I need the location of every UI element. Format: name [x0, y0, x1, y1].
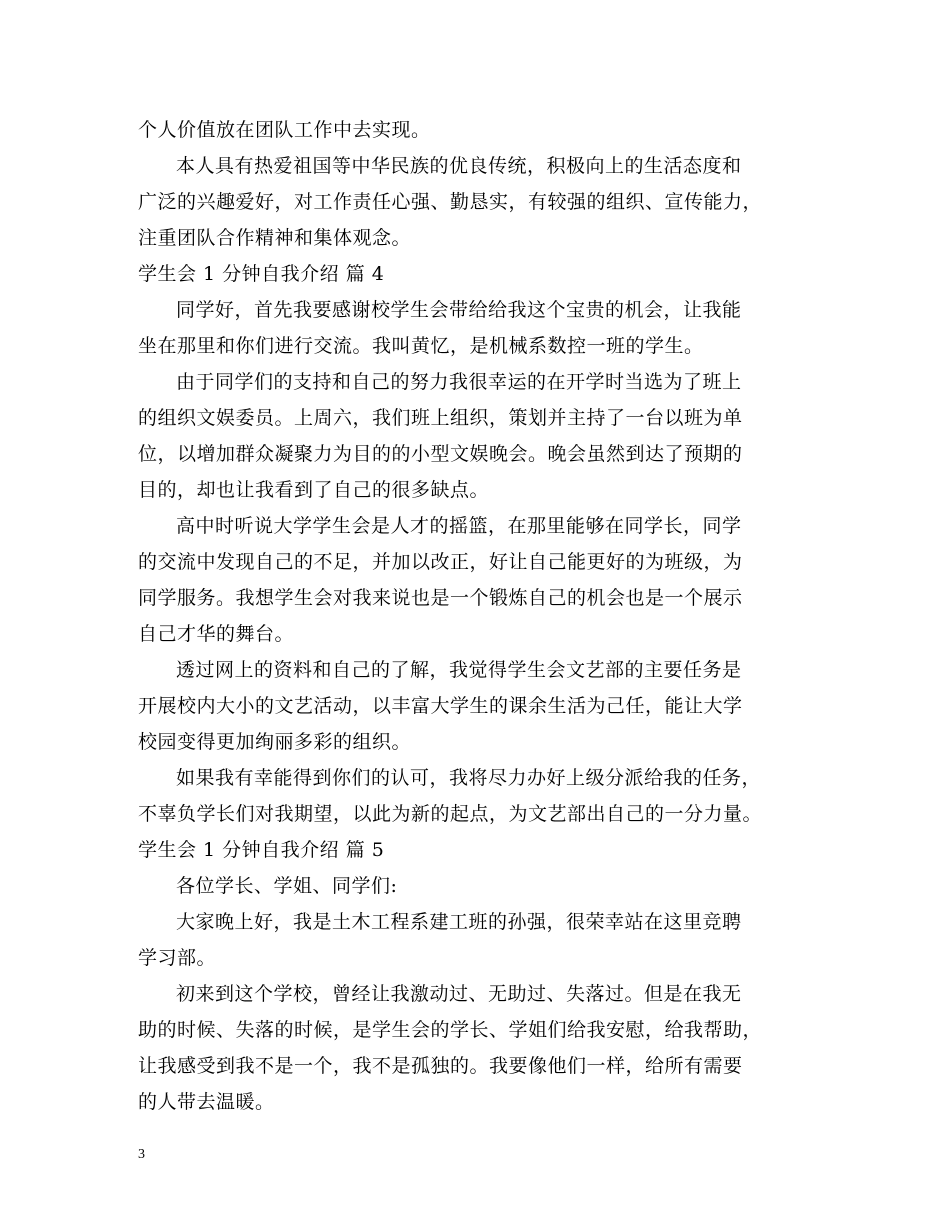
- text-line: 让我感受到我不是一个，我不是孤独的。我要像他们一样，给所有需要: [138, 1055, 743, 1077]
- text-line: 由于同学们的支持和自己的努力我很幸运的在开学时当选为了班上: [176, 371, 742, 393]
- text-line: 同学好，首先我要感谢校学生会带给给我这个宝贵的机会，让我能: [176, 299, 742, 321]
- text-line: 如果我有幸能得到你们的认可，我将尽力办好上级分派给我的任务，: [176, 767, 762, 789]
- text-line: 高中时听说大学学生会是人才的摇篮，在那里能够在同学长，同学: [176, 515, 742, 537]
- text-line: 目的，却也让我看到了自己的很多缺点。: [138, 479, 490, 501]
- text-line: 助的时候、失落的时候，是学生会的学长、学姐们给我安慰，给我帮助，: [138, 1019, 763, 1041]
- text-line: 本人具有热爱祖国等中华民族的优良传统，积极向上的生活态度和: [176, 155, 742, 177]
- text-line: 不辜负学长们对我期望，以此为新的起点，为文艺部出自己的一分力量。: [138, 803, 763, 825]
- text-line: 大家晚上好，我是土木工程系建工班的孙强，很荣幸站在这里竞聘: [176, 911, 742, 933]
- text-line: 校园变得更加绚丽多彩的组织。: [138, 731, 412, 753]
- text-line: 同学服务。我想学生会对我来说也是一个锻炼自己的机会也是一个展示: [138, 587, 743, 609]
- page-number: 3: [138, 1147, 145, 1162]
- text-line: 初来到这个学校，曾经让我激动过、无助过、失落过。但是在我无: [176, 983, 742, 1005]
- text-line: 透过网上的资料和自己的了解，我觉得学生会文艺部的主要任务是: [176, 659, 742, 681]
- text-line: 开展校内大小的文艺活动，以丰富大学生的课余生活为己任，能让大学: [138, 695, 743, 717]
- text-line: 广泛的兴趣爱好，对工作责任心强、勤恳实，有较强的组织、宣传能力，: [138, 191, 763, 213]
- section-heading: 学生会 1 分钟自我介绍 篇 5: [138, 839, 385, 861]
- text-line: 的人带去温暖。: [138, 1091, 275, 1113]
- text-line: 学习部。: [138, 947, 217, 969]
- text-line: 位，以增加群众凝聚力为目的的小型文娱晚会。晚会虽然到达了预期的: [138, 443, 743, 465]
- text-line: 个人价值放在团队工作中去实现。: [138, 119, 431, 141]
- text-line: 的组织文娱委员。上周六，我们班上组织，策划并主持了一台以班为单: [138, 407, 743, 429]
- text-line: 注重团队合作精神和集体观念。: [138, 227, 412, 249]
- text-line: 各位学长、学姐、同学们:: [176, 875, 398, 897]
- text-line: 的交流中发现自己的不足，并加以改正，好让自己能更好的为班级，为: [138, 551, 743, 573]
- text-line: 坐在那里和你们进行交流。我叫黄忆，是机械系数控一班的学生。: [138, 335, 704, 357]
- document-body: [138, 112, 828, 1120]
- text-line: 自己才华的舞台。: [138, 623, 295, 645]
- section-heading: 学生会 1 分钟自我介绍 篇 4: [138, 263, 385, 285]
